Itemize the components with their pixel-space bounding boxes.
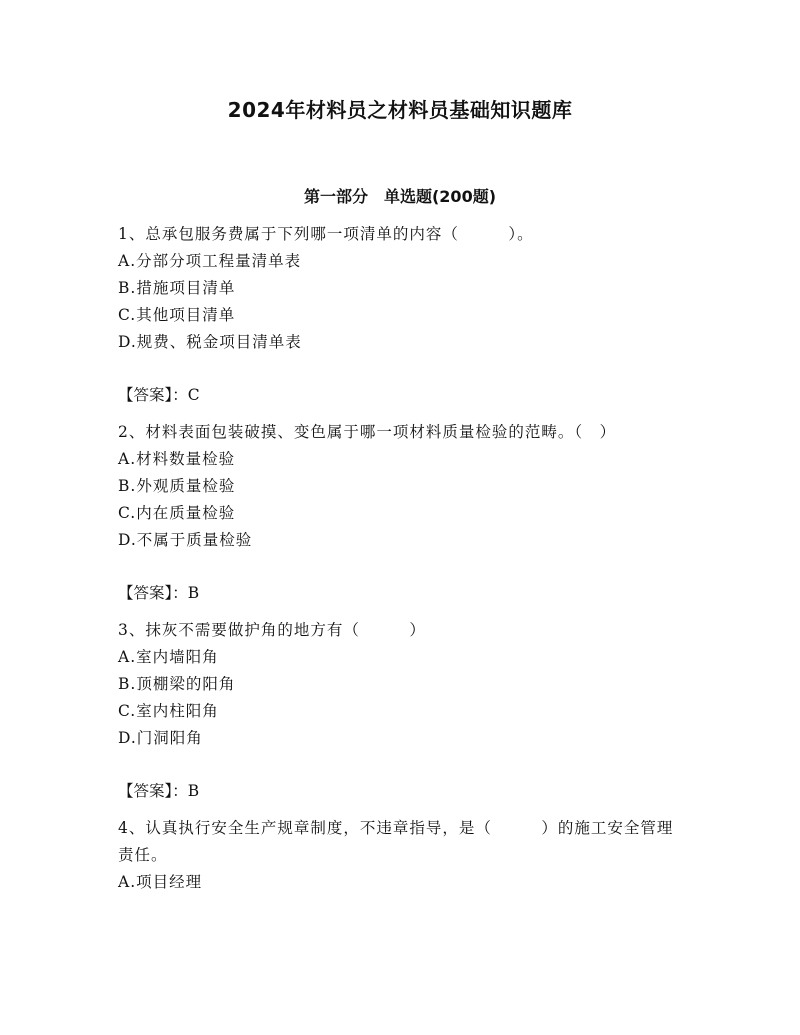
document-title: 2024年材料员之材料员基础知识题库: [227, 98, 573, 122]
question-item: [118, 815, 688, 896]
question-item: [118, 221, 688, 409]
question-option: A.室内墙阳角: [118, 648, 219, 666]
question-option: D.不属于质量检验: [118, 531, 253, 549]
question-stem: 4、认真执行安全生产规章制度，不违章指导，是（ ）的施工安全管理责任。: [118, 819, 674, 864]
question-stem: 1、总承包服务费属于下列哪一项清单的内容（ ）。: [118, 225, 534, 243]
section-heading: 第一部分 单选题(200题): [303, 187, 497, 206]
question-stem: 3、抹灰不需要做护角的地方有（ ）: [118, 621, 426, 639]
question-option: B.外观质量检验: [118, 477, 236, 495]
answer-line: 【答案】：B: [118, 584, 200, 602]
question-option: A.分部分项工程量清单表: [118, 252, 302, 270]
question-option: B.顶棚梁的阳角: [118, 675, 236, 693]
question-option: C.其他项目清单: [118, 306, 236, 324]
question-item: [118, 419, 688, 607]
question-option: D.规费、税金项目清单表: [118, 333, 302, 351]
question-option: B.措施项目清单: [118, 279, 236, 297]
question-option: D.门洞阳角: [118, 729, 203, 747]
question-option: C.内在质量检验: [118, 504, 236, 522]
question-list: [118, 221, 688, 896]
question-stem: 2、材料表面包装破摸、变色属于哪一项材料质量检验的范畴。（ ）: [118, 423, 617, 441]
question-option: A.材料数量检验: [118, 450, 236, 468]
question-option: A.项目经理: [118, 873, 203, 891]
question-option: C.室内柱阳角: [118, 702, 219, 720]
answer-line: 【答案】：C: [118, 386, 200, 404]
question-item: [118, 617, 688, 805]
answer-line: 【答案】：B: [118, 782, 200, 800]
